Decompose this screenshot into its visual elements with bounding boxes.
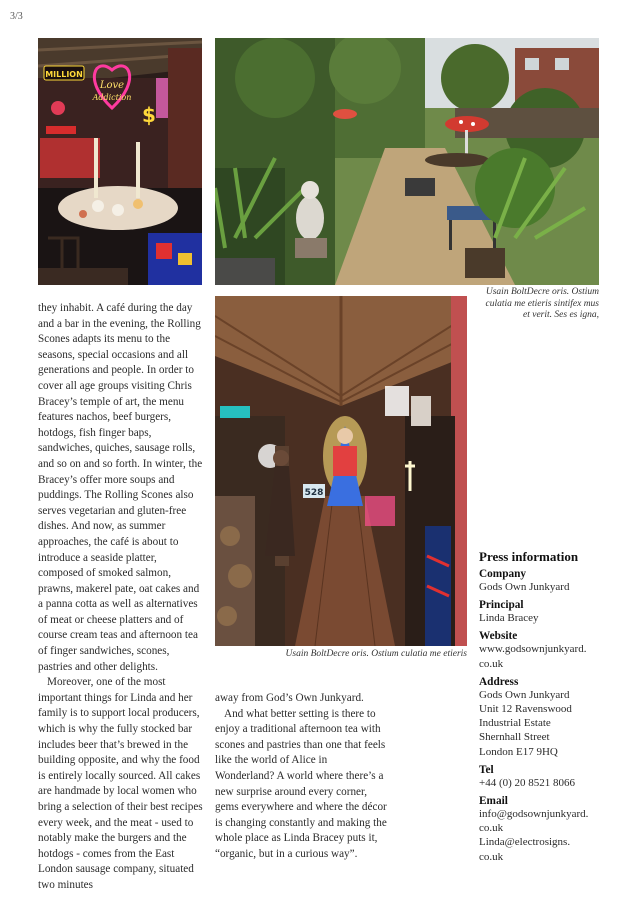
- garden-photo: [215, 38, 599, 285]
- interior-caption: Usain BoltDecre oris. Ostium culatia me etieris: [285, 649, 467, 659]
- tel-value[interactable]: +44 (0) 20 8521 8066: [479, 776, 576, 789]
- press-information-panel: [479, 549, 607, 864]
- email-link-info[interactable]: info@godsownjunkyard. co.uk: [479, 808, 589, 835]
- interior-illustration: [215, 296, 467, 646]
- neon-sign-dollar: $: [142, 103, 156, 127]
- column1-paragraph-2: Moreover, one of the most important things for Linda and her family is to support local producers, which is why the fully stocked bar includes beer that’s brewed in the building opposite, and why the food is entirely locally sourced. All cakes are handmade by local women who bring a selection of their best recipes every week, and the meat - used to notably make the burgers and the hotdogs - comes from the East London sausage company, situated two minutes: [38, 676, 203, 891]
- address-value: Gods Own Junkyard Unit 12 Ravenswood Industrial Estate Shernhall Street London E17 9HQ: [479, 688, 572, 758]
- website-link[interactable]: www.godsownjunkyard. co.uk: [479, 643, 587, 670]
- email-label: Email: [479, 795, 508, 808]
- column2-paragraph-2: And what better setting is there to enjoy a traditional afternoon tea with scones and pastries than one that feels like the world of Alice in Wonderland? A world where there’s a new surprise around every corner, gems everywhere and where the décor is changing constantly and making the whole place as Linda Bracey puts it, “organic, but in a curious way”.: [215, 707, 387, 860]
- neon-sign-love: Love: [99, 80, 125, 91]
- neon-cafe-photo: [38, 38, 202, 285]
- neon-sign-528: 528: [304, 488, 324, 498]
- neon-cafe-illustration: [38, 38, 202, 285]
- column1-paragraph-1: they inhabit. A café during the day and a bar in the evening, the Rolling Scones adapts its menu to the seasons, special occasions and all generations and people. In order to cover all age groups visiting Chris Bracey’s temple of art, the menu features nachos, beef burgers, hotdogs, fish finger baps, sandwiches, quiches, sausage rolls, and so on and so forth. In winter, the Bracey’s offer more soups and puddings. The Rolling Scones also serves vegetarian and gluten-free dishes. And now, as summer approaches, the café is about to introduce a seaside platter, composed of smoked salmon, prawns, makerel pate, oat cakes and a panna cotta as well as alternatives of meat or cheese platters and of course cream teas and afternoon tea of finger sandwiches, scones, pastries and other delights.: [38, 302, 203, 673]
- interior-photo: [215, 296, 467, 646]
- garden-illustration: [215, 38, 599, 285]
- article-column-1: [38, 301, 203, 894]
- company-value: Gods Own Junkyard: [479, 581, 570, 593]
- address-label: Address: [479, 675, 519, 688]
- company-label: Company: [479, 568, 527, 580]
- garden-caption: Usain BoltDecre oris. Ostium culatia me etieris sintifex mus et verit. Ses es igna,: [485, 287, 599, 321]
- principal-value: Linda Bracey: [479, 612, 539, 625]
- principal-label: Principal: [479, 599, 524, 612]
- tel-label: Tel: [479, 763, 494, 776]
- press-heading: Press information: [479, 549, 579, 564]
- website-label: Website: [479, 630, 518, 643]
- column2-paragraph-1: away from God’s Own Junkyard.: [215, 692, 364, 704]
- article-column-2: [215, 691, 387, 863]
- neon-sign-addiction: Addiction: [92, 93, 132, 102]
- email-link-linda[interactable]: Linda@electrosigns. co.uk: [479, 836, 571, 863]
- neon-sign-million: MILLION: [45, 70, 83, 79]
- page-number: 3/3: [10, 11, 23, 22]
